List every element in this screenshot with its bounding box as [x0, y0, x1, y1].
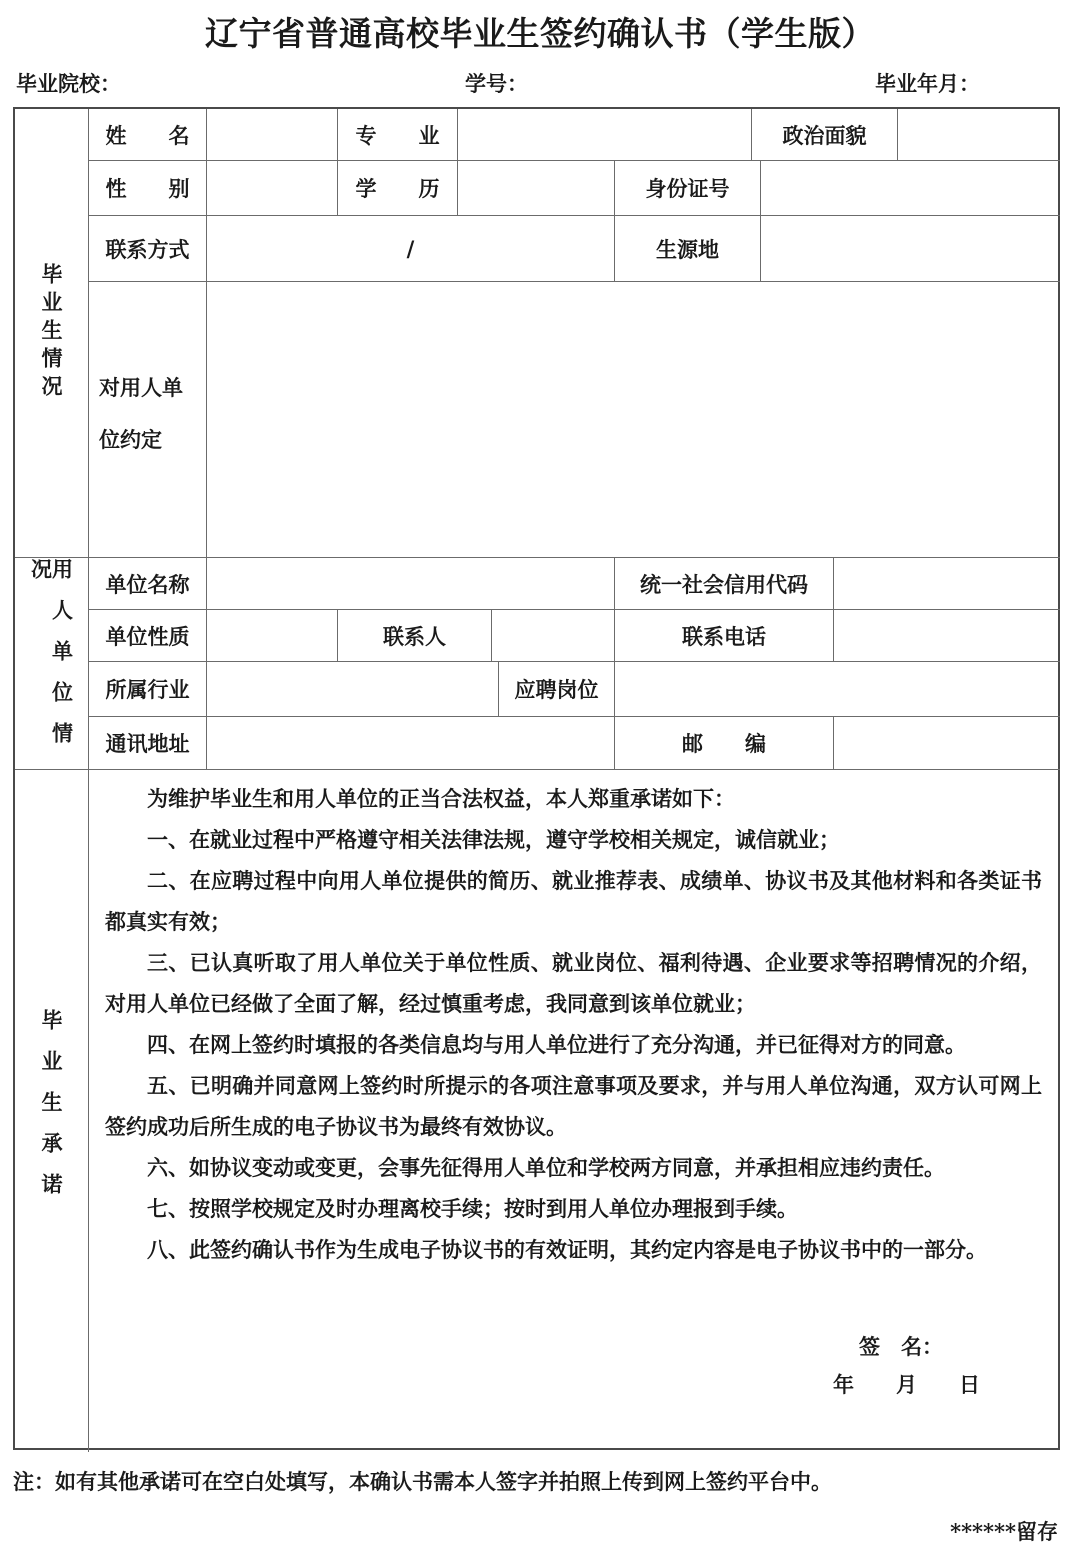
label-employer-agreement	[89, 282, 207, 558]
label-unit-type: 单位性质	[89, 610, 207, 662]
date-year-label: 年	[833, 1372, 854, 1397]
section-label-graduate	[15, 109, 89, 558]
field-unit-name[interactable]	[207, 558, 615, 610]
field-gender[interactable]	[207, 161, 338, 216]
header-fields	[13, 68, 1060, 98]
label-major: 专 业	[338, 109, 458, 161]
field-political-status[interactable]	[898, 109, 1060, 161]
footer-keeper: ******留存	[950, 1519, 1058, 1544]
signature-block	[833, 1328, 980, 1404]
field-industry[interactable]	[207, 662, 499, 717]
field-unit-type[interactable]	[207, 610, 338, 662]
label-id-number: 身份证号	[615, 161, 761, 216]
field-employer-agreement[interactable]	[207, 282, 1060, 558]
commitment-item-2: 二、在应聘过程中向用人单位提供的简历、就业推荐表、成绩单、协议书及其他材料和各类证书都真实有效；	[105, 868, 1042, 934]
field-credit-code[interactable]	[834, 558, 1060, 610]
label-unit-name: 单位名称	[89, 558, 207, 610]
graduation-date-label: 毕业年月：	[875, 71, 980, 96]
commitment-text-area	[89, 770, 1060, 1452]
label-contact-phone: 联系电话	[615, 610, 834, 662]
signature-date-line[interactable]	[833, 1366, 980, 1404]
field-origin-place[interactable]	[761, 216, 1060, 282]
section-label-commitment-text: 毕业生承诺	[39, 1008, 64, 1214]
label-applied-position: 应聘岗位	[499, 662, 615, 717]
form-table	[13, 107, 1060, 1450]
date-day-label: 日	[959, 1372, 980, 1397]
field-id-number[interactable]	[761, 161, 1060, 216]
label-origin-place: 生源地	[615, 216, 761, 282]
label-industry: 所属行业	[89, 662, 207, 717]
label-address: 通讯地址	[89, 717, 207, 770]
signature-label[interactable]: 签 名：	[859, 1334, 943, 1359]
commitment-item-3: 三、已认真听取了用人单位关于单位性质、就业岗位、福利待遇、企业要求等招聘情况的介绍，对用人单位已经做了全面了解，经过慎重考虑，我同意到该单位就业；	[105, 950, 1042, 1016]
label-contact: 联系方式	[89, 216, 207, 282]
commitment-item-7: 七、按照学校规定及时办理离校手续；按时到用人单位办理报到手续。	[147, 1196, 798, 1221]
label-employer-agreement-line2: 位约定	[99, 427, 162, 452]
field-name[interactable]	[207, 109, 338, 161]
commitment-item-5: 五、已明确并同意网上签约时所提示的各项注意事项及要求，并与用人单位沟通，双方认可网上签约成功后所生成的电子协议书为最终有效协议。	[105, 1073, 1042, 1139]
field-contact-person[interactable]	[492, 610, 615, 662]
label-education: 学 历	[338, 161, 458, 216]
field-major[interactable]	[458, 109, 752, 161]
commitment-item-6: 六、如协议变动或变更，会事先征得用人单位和学校两方同意，并承担相应违约责任。	[147, 1155, 945, 1180]
label-credit-code: 统一社会信用代码	[615, 558, 834, 610]
field-contact[interactable]: /	[207, 216, 615, 282]
page-title: 辽宁省普通高校毕业生签约确认书（学生版）	[205, 14, 875, 53]
label-political-status: 政治面貌	[752, 109, 898, 161]
graduation-school-label: 毕业院校：	[16, 71, 121, 96]
label-postcode: 邮 编	[615, 717, 834, 770]
section-label-employer	[15, 558, 89, 770]
label-name: 姓 名	[89, 109, 207, 161]
student-id-label: 学号：	[465, 71, 528, 96]
label-gender: 性 别	[89, 161, 207, 216]
field-postcode[interactable]	[834, 717, 1060, 770]
commitment-item-8: 八、此签约确认书作为生成电子协议书的有效证明，其约定内容是电子协议书中的一部分。	[147, 1237, 987, 1262]
footer-note: 注：如有其他承诺可在空白处填写，本确认书需本人签字并拍照上传到网上签约平台中。	[13, 1469, 832, 1494]
section-label-employer-text: 用人单位情况	[28, 558, 75, 763]
field-applied-position[interactable]	[615, 662, 1060, 717]
section-label-graduate-text: 毕业生情况	[39, 263, 64, 403]
commitment-intro: 为维护毕业生和用人单位的正当合法权益，本人郑重承诺如下：	[147, 786, 735, 811]
label-contact-person: 联系人	[338, 610, 492, 662]
commitment-item-4: 四、在网上签约时填报的各类信息均与用人单位进行了充分沟通，并已征得对方的同意。	[147, 1032, 966, 1057]
field-contact-phone[interactable]	[834, 610, 1060, 662]
field-education[interactable]	[458, 161, 615, 216]
date-month-label: 月	[896, 1372, 917, 1397]
field-address[interactable]	[207, 717, 615, 770]
commitment-item-1: 一、在就业过程中严格遵守相关法律法规，遵守学校相关规定，诚信就业；	[147, 827, 840, 852]
label-employer-agreement-line1: 对用人单	[99, 375, 183, 400]
section-label-commitment	[15, 770, 89, 1452]
